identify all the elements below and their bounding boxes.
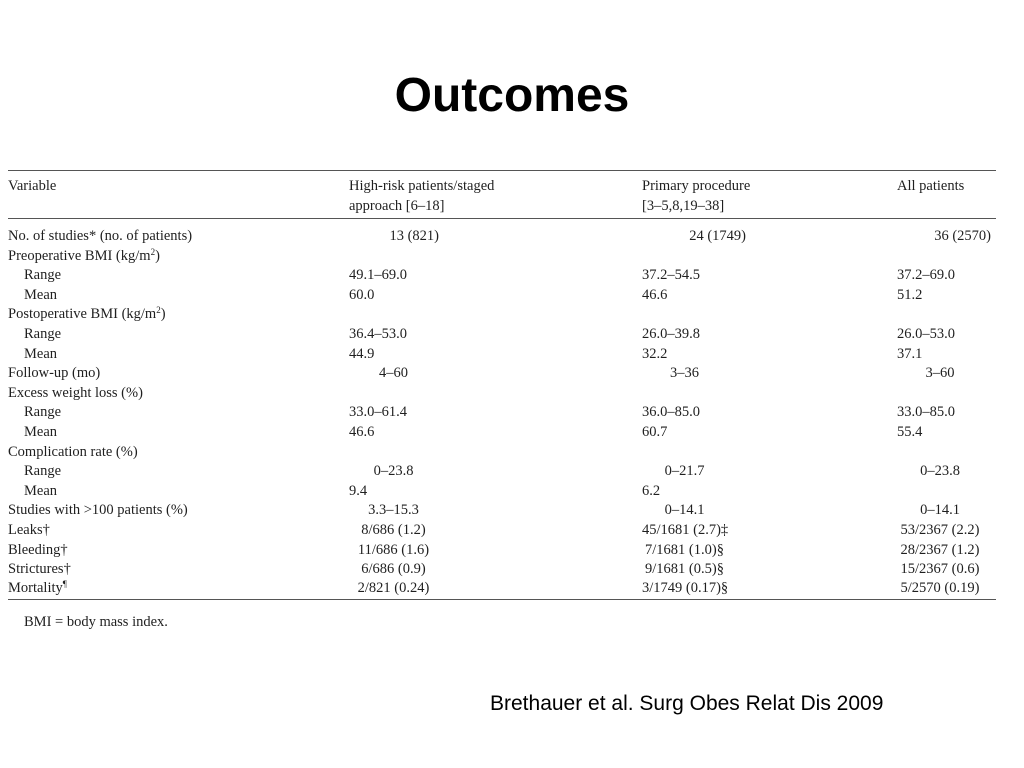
cell-all: 15/2367 (0.6): [900, 561, 980, 578]
cell-primary: 3/1749 (0.17)§: [642, 580, 729, 596]
cell-primary: 6.2: [642, 482, 661, 499]
cell-all: 5/2570 (0.19): [900, 580, 980, 596]
cell-high-risk: 60.0: [349, 286, 375, 303]
row-label-range: Range: [24, 404, 62, 421]
cell-high-risk: 36.4–53.0: [349, 326, 407, 342]
label-text: Preoperative BMI (kg/m: [8, 247, 151, 264]
cell-high-risk: 46.6: [349, 424, 375, 440]
cell-high-risk: 49.1–69.0: [349, 267, 407, 284]
cell-primary: 60.7: [642, 424, 668, 440]
row-label-bleeding: Bleeding†: [8, 541, 68, 558]
cell-all: 37.1: [897, 345, 923, 362]
cell-all: 36 (2570): [934, 228, 991, 244]
table-bottom-rule: [8, 599, 996, 600]
slide-title: Outcomes: [394, 69, 630, 122]
row-label-follow-up: Follow-up (mo): [8, 365, 101, 382]
cell-high-risk: 6/686 (0.9): [361, 561, 426, 578]
cell-all: 26.0–53.0: [897, 326, 955, 342]
row-label-range: Range: [24, 463, 62, 480]
cell-primary: 36.0–85.0: [642, 404, 700, 421]
cell-all: 33.0–85.0: [897, 404, 955, 421]
row-label-mean: Mean: [24, 286, 58, 303]
cell-primary: 7/1681 (1.0)§: [645, 541, 724, 558]
cell-high-risk: 44.9: [349, 345, 375, 362]
row-label-mean: Mean: [24, 345, 58, 362]
cell-high-risk: 13 (821): [389, 228, 439, 244]
cell-high-risk: 8/686 (1.2): [361, 522, 426, 538]
row-label-strictures: Strictures†: [8, 561, 71, 578]
row-label-mortality: [8, 579, 67, 599]
header-high-risk-line1: High-risk patients/staged: [349, 178, 495, 194]
header-primary-line2: [3–5,8,19–38]: [642, 198, 725, 214]
label-end: ): [160, 306, 166, 323]
superscript: 2: [150, 246, 156, 257]
row-label-mean: Mean: [24, 482, 58, 499]
cell-primary: 46.6: [642, 286, 668, 303]
cell-high-risk: 11/686 (1.6): [357, 541, 430, 558]
row-label-postop-bmi: [8, 305, 166, 325]
row-label-range: Range: [24, 326, 62, 342]
table-top-rule: [8, 170, 996, 171]
cell-high-risk: 9.4: [349, 482, 368, 499]
header-variable: Variable: [8, 178, 57, 194]
cell-primary: 0–21.7: [664, 463, 705, 480]
cell-high-risk: 33.0–61.4: [349, 404, 407, 421]
cell-high-risk: 4–60: [379, 365, 408, 382]
cell-primary: 3–36: [670, 365, 699, 382]
cell-primary: 0–14.1: [664, 502, 705, 519]
cell-all: 3–60: [925, 365, 955, 382]
row-label-range: Range: [24, 267, 62, 284]
cell-all: 0–23.8: [920, 463, 960, 480]
cell-high-risk: 2/821 (0.24): [357, 580, 430, 596]
cell-all: 28/2367 (1.2): [900, 541, 980, 558]
cell-all: 37.2–69.0: [897, 267, 955, 284]
table-header-rule: [8, 218, 996, 219]
superscript: ¶: [62, 579, 67, 589]
citation: Brethauer et al. Surg Obes Relat Dis 2009: [490, 692, 884, 715]
row-label-studies-over-100: Studies with >100 patients (%): [8, 502, 188, 519]
cell-primary: 24 (1749): [689, 228, 746, 244]
cell-primary: 37.2–54.5: [642, 267, 700, 284]
table-footnote: BMI = body mass index.: [24, 614, 168, 630]
cell-all: 51.2: [897, 286, 923, 303]
cell-primary: 45/1681 (2.7)‡: [642, 522, 729, 538]
cell-all: 53/2367 (2.2): [900, 522, 980, 538]
row-label-complication-rate: Complication rate (%): [8, 443, 138, 460]
superscript: 2: [156, 305, 161, 316]
row-label-preop-bmi: [8, 247, 160, 267]
cell-primary: 26.0–39.8: [642, 326, 700, 342]
header-high-risk-line2: approach [6–18]: [349, 198, 445, 214]
row-label-studies: No. of studies* (no. of patients): [8, 228, 193, 244]
cell-high-risk: 3.3–15.3: [368, 502, 419, 519]
cell-all: 55.4: [897, 424, 923, 440]
cell-primary: 32.2: [642, 345, 668, 362]
label-end: ): [155, 247, 160, 264]
row-label-leaks: Leaks†: [8, 522, 50, 538]
header-all-patients: All patients: [897, 178, 965, 194]
row-label-excess-weight-loss: Excess weight loss (%): [8, 384, 143, 401]
row-label-mean: Mean: [24, 424, 58, 440]
label-text: Postoperative BMI (kg/m: [8, 306, 157, 323]
cell-primary: 9/1681 (0.5)§: [645, 561, 724, 578]
cell-all: 0–14.1: [920, 502, 960, 519]
cell-high-risk: 0–23.8: [373, 463, 414, 480]
label-text: Mortality: [8, 580, 63, 596]
header-primary-line1: Primary procedure: [642, 178, 751, 194]
